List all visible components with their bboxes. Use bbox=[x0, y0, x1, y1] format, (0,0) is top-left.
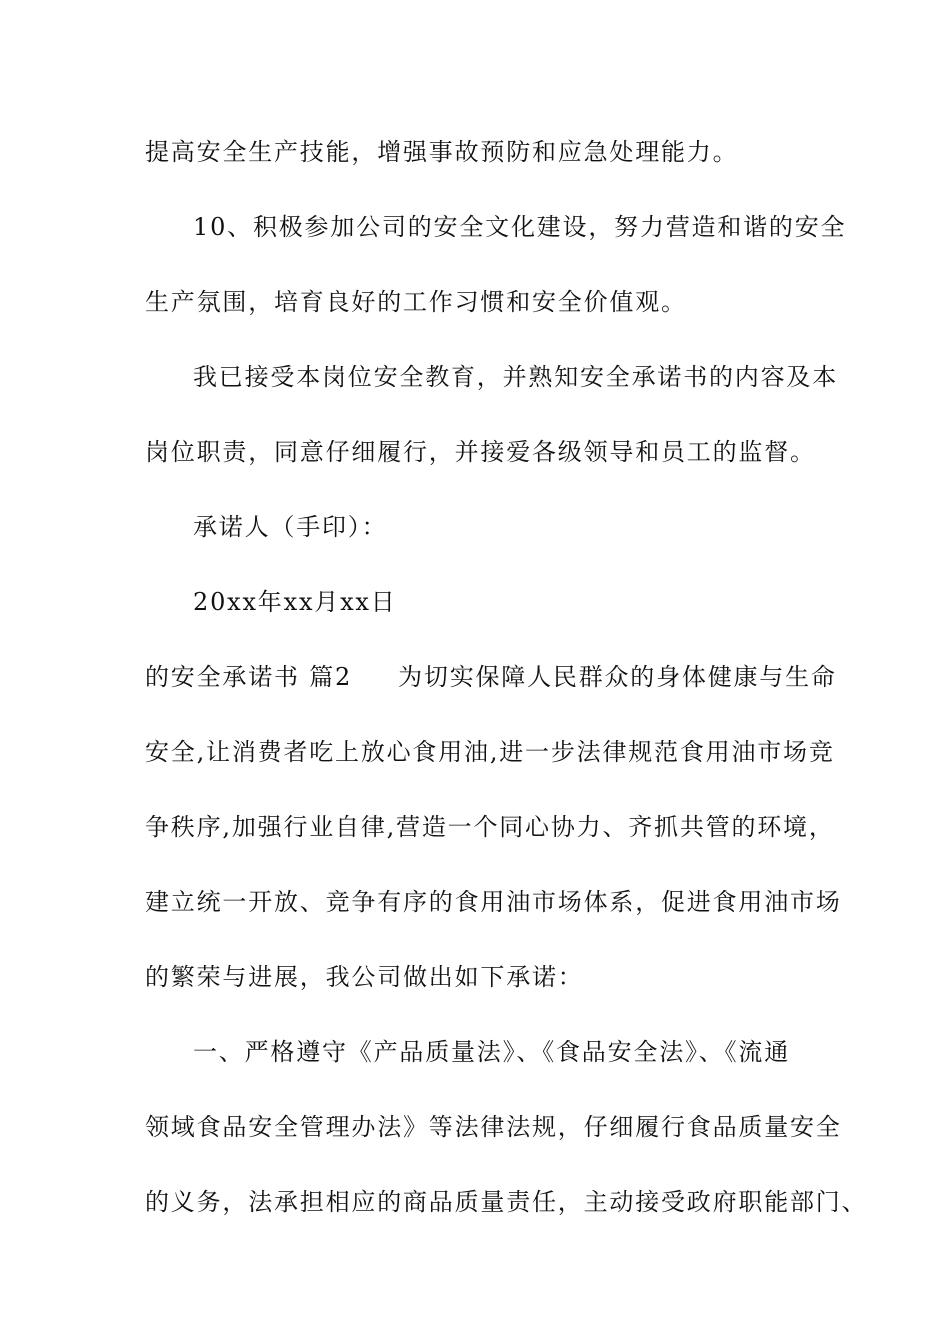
paragraph-line: 生产氛围，培育良好的工作习惯和安全价值观。 bbox=[145, 288, 687, 316]
section-first-line: 为切实保障人民群众的身体健康与生命 bbox=[398, 663, 837, 691]
section-heading: 的安全承诺书 篇2 bbox=[145, 663, 353, 691]
paragraph-line: 一、严格遵守《产品质量法》、《食品安全法》、《流通 bbox=[193, 1038, 790, 1066]
paragraph-line: 安全,让消费者吃上放心食用油,进一步法律规范食用油市场竞 bbox=[145, 738, 835, 766]
paragraph-line: 的义务，法承担相应的商品质量责任，主动接受政府职能部门、 bbox=[145, 1188, 868, 1216]
paragraph-line: 10、积极参加公司的安全文化建设，努力营造和谐的安全 bbox=[193, 213, 847, 241]
paragraph-line: 的繁荣与进展，我公司做出如下承诺： bbox=[145, 963, 584, 991]
signature-date: 20xx年xx月xx日 bbox=[193, 588, 397, 616]
paragraph-line: 争秩序,加强行业自律,营造一个同心协力、齐抓共管的环境， bbox=[145, 813, 835, 841]
paragraph-line: 岗位职责，同意仔细履行，并接爱各级领导和员工的监督。 bbox=[145, 438, 816, 466]
paragraph-line: 我已接受本岗位安全教育，并熟知安全承诺书的内容及本 bbox=[193, 363, 838, 391]
paragraph-line: 提高安全生产技能，增强事故预防和应急处理能力。 bbox=[145, 138, 739, 166]
signature-label: 承诺人（手印）： bbox=[193, 513, 388, 541]
paragraph-line: 建立统一开放、竞争有序的食用油市场体系，促进食用油市场 bbox=[145, 888, 842, 916]
section-heading-line bbox=[145, 662, 837, 692]
paragraph-line: 领域食品安全管理办法》等法律法规，仔细履行食品质量安全 bbox=[145, 1113, 842, 1141]
